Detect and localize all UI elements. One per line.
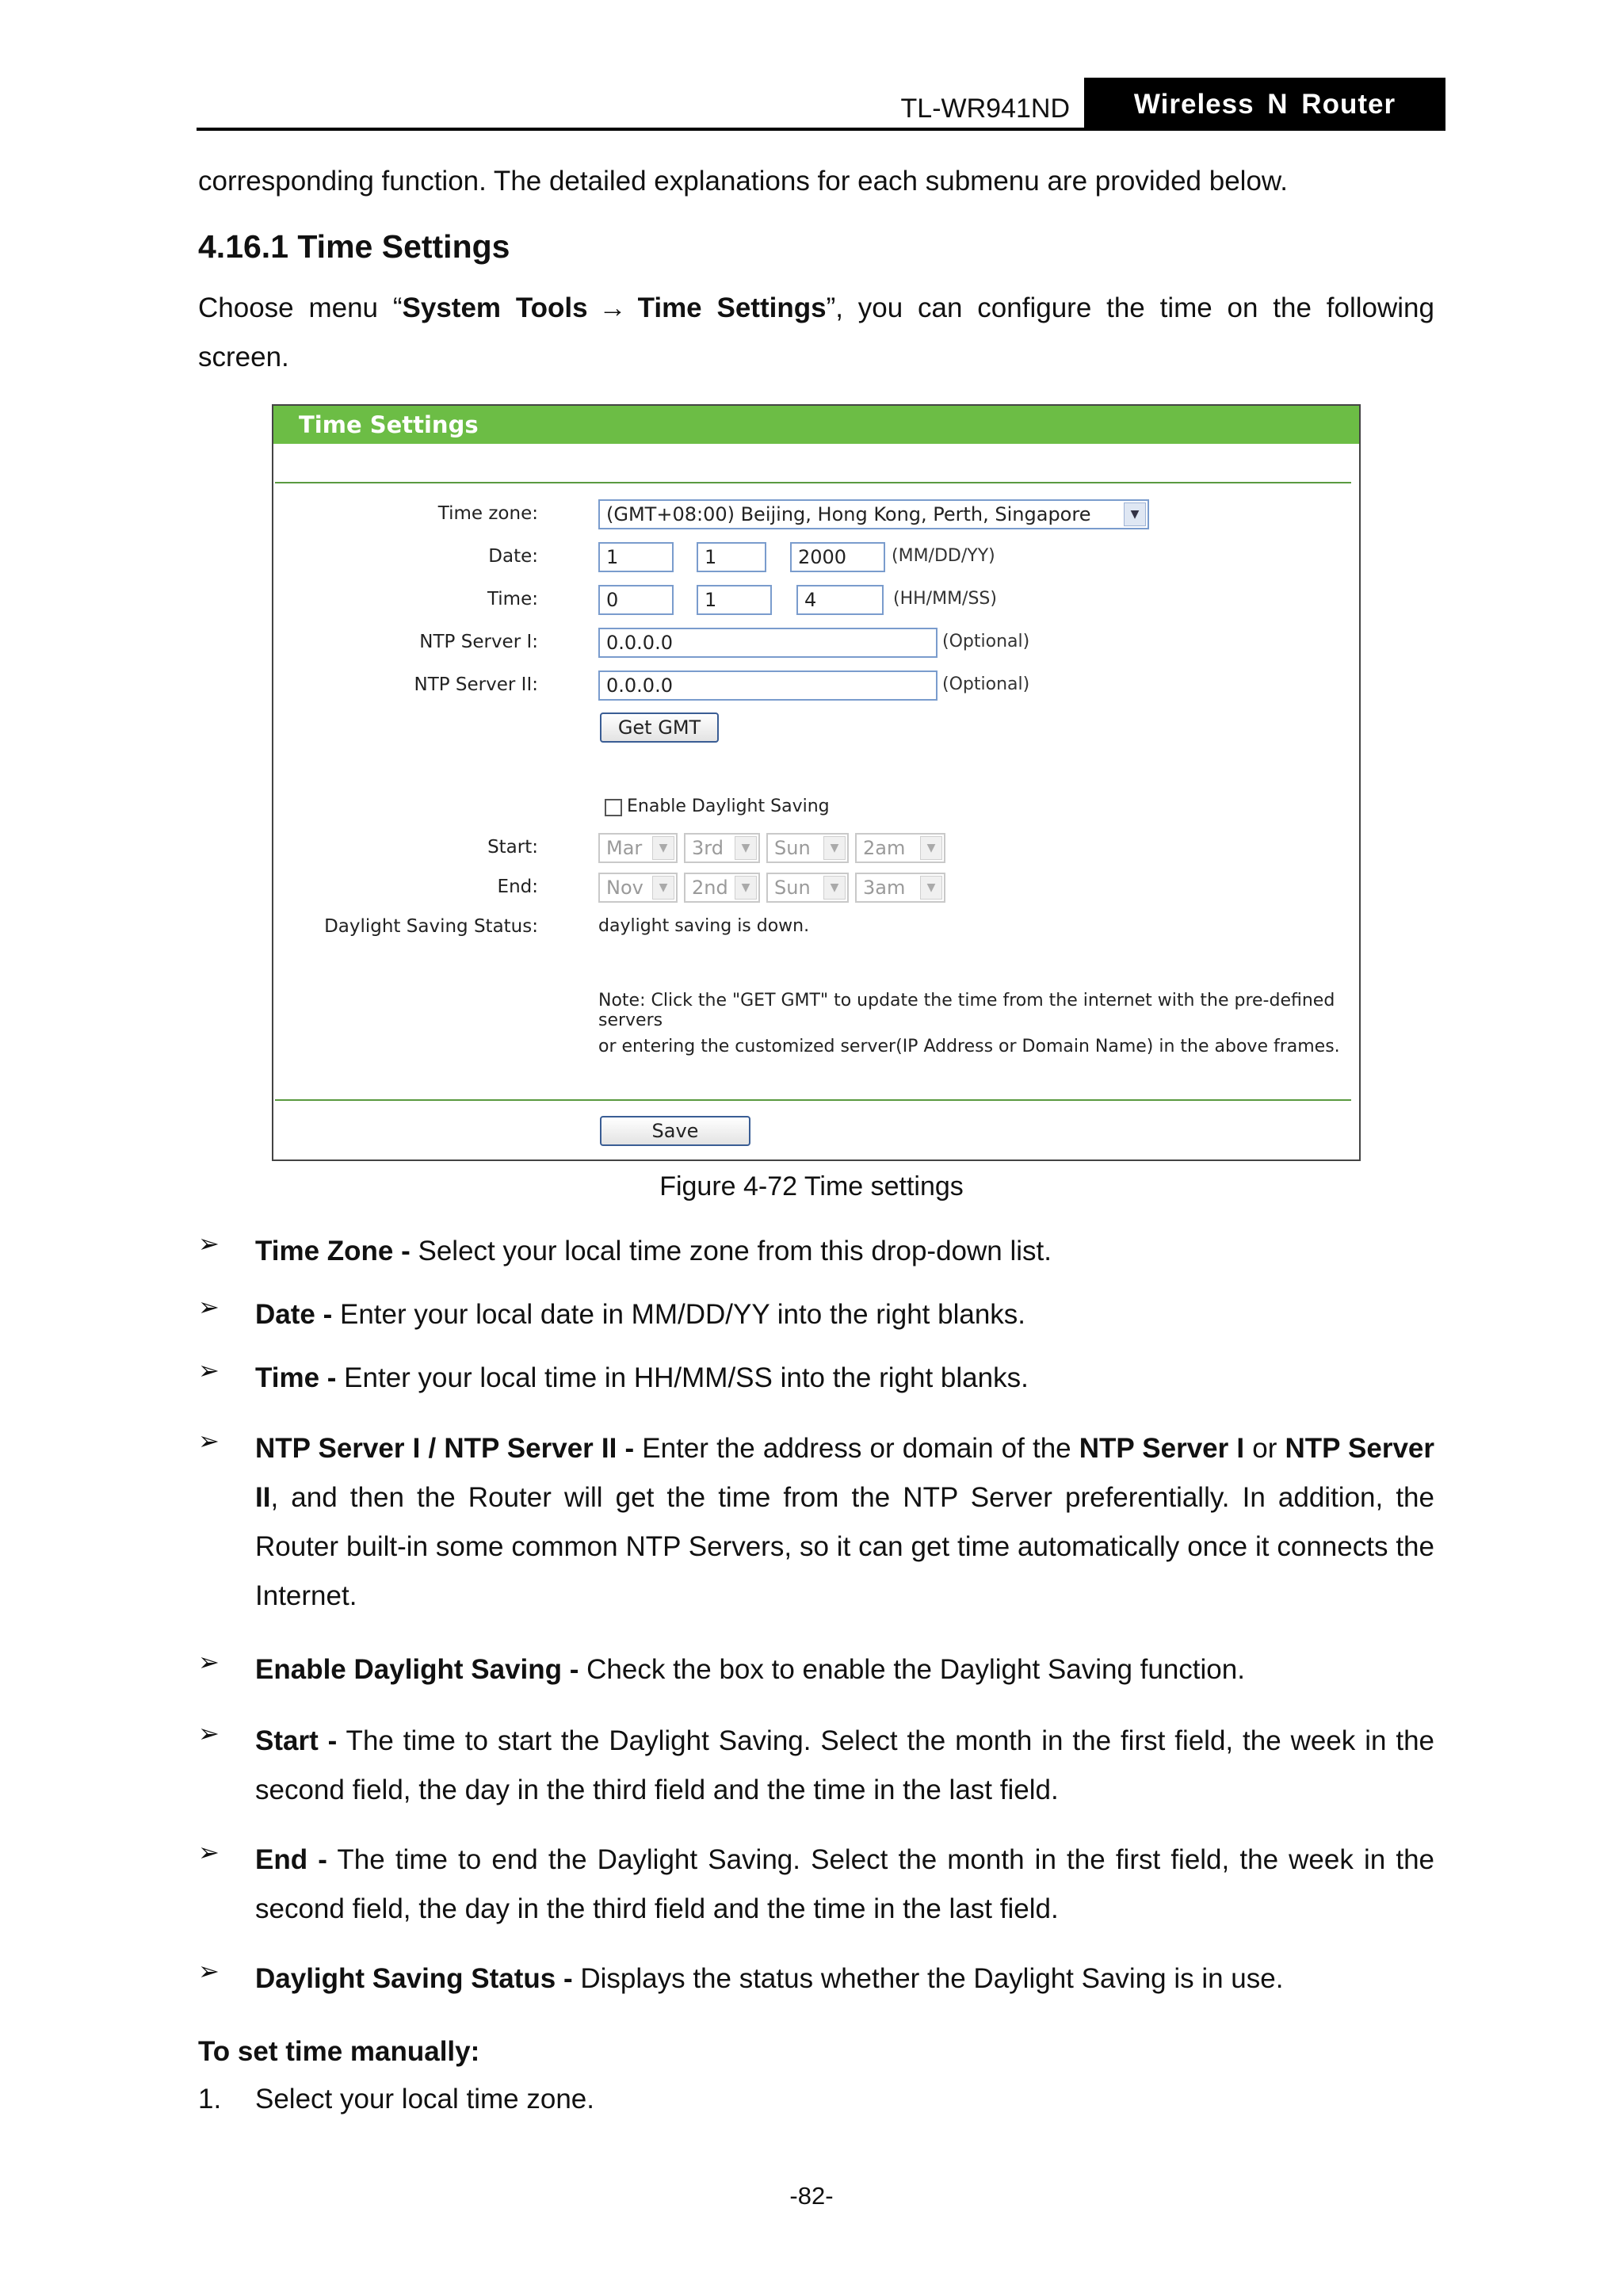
chevron-down-icon: ▼ [823, 876, 846, 900]
figure-bottom-rule [275, 1099, 1351, 1101]
figure-title-bar: Time Settings [273, 406, 1359, 444]
section-title: 4.16.1 Time Settings [198, 228, 510, 265]
end-day-select[interactable] [766, 873, 849, 903]
bullet-arrow-icon: ➢ [198, 1293, 220, 1321]
time-format-hint: (HH/MM/SS) [893, 589, 997, 609]
bullet-text: Enter the address or domain of the [634, 1433, 1079, 1464]
bullet-term: End - [255, 1844, 327, 1875]
bullet-arrow-icon: ➢ [198, 1648, 220, 1676]
bullet-text: Select your local time zone from this drop-down list. [410, 1236, 1052, 1266]
note-line-2: or entering the customized server(IP Address or Domain Name) in the above frames. [598, 1037, 1340, 1056]
label-daylight-saving-status: Daylight Saving Status: [324, 916, 538, 937]
time-second-input[interactable]: 4 [796, 585, 884, 615]
time-minute-input[interactable]: 1 [697, 585, 772, 615]
time-settings-figure [272, 404, 1361, 1161]
bullet-term: Time - [255, 1362, 337, 1393]
time-hour-input[interactable]: 0 [598, 585, 674, 615]
enable-daylight-saving-checkbox[interactable] [605, 799, 622, 816]
bullet-term: Date - [255, 1299, 333, 1330]
start-day-select[interactable] [766, 833, 849, 863]
time-zone-value: (GMT+08:00) Beijing, Hong Kong, Perth, Singapore [606, 503, 1091, 525]
start-month-value: Mar [606, 837, 643, 859]
end-week-value: 2nd [692, 877, 728, 899]
figure-top-rule [275, 482, 1351, 483]
nav-prefix: Choose menu “ [198, 292, 403, 323]
chevron-down-icon: ▼ [823, 836, 846, 860]
label-time: Time: [487, 589, 538, 609]
bullet-text: Check the box to enable the Daylight Saving function. [579, 1654, 1245, 1685]
figure-caption: Figure 4-72 Time settings [659, 1171, 964, 1201]
bullet-term: Daylight Saving Status - [255, 1963, 573, 1994]
header-model: TL-WR941ND [900, 94, 1070, 124]
bullet-term: NTP Server I / NTP Server II - [255, 1433, 635, 1464]
header-rule [197, 128, 1445, 131]
bullet-date [255, 1290, 1434, 1339]
manual-heading: To set time manually: [198, 2036, 480, 2067]
bullet-arrow-icon: ➢ [198, 1838, 220, 1866]
header-product-badge: Wireless N Router [1084, 78, 1445, 131]
nav-menu: System Tools [402, 292, 588, 323]
arrow-right-icon: → [598, 292, 627, 323]
start-day-value: Sun [774, 837, 811, 859]
bullet-arrow-icon: ➢ [198, 1427, 220, 1455]
end-month-value: Nov [606, 877, 643, 899]
end-day-value: Sun [774, 877, 811, 899]
label-time-zone: Time zone: [437, 503, 538, 524]
bullet-time-zone [255, 1227, 1434, 1276]
ntp-server-2-hint: (Optional) [942, 674, 1030, 694]
bullet-text: The time to end the Daylight Saving. Select the month in the first field, the week in the second field, the day in the third field and the time in the last field. [255, 1844, 1435, 1924]
date-month-input[interactable]: 1 [598, 542, 674, 572]
bullet-arrow-icon: ➢ [198, 1719, 220, 1748]
chevron-down-icon: ▼ [735, 876, 757, 900]
bullet-text: The time to start the Daylight Saving. Select the month in the first field, the week in the second field, the day in the third field and the time in the last field. [255, 1725, 1434, 1805]
label-ntp-server-2: NTP Server II: [414, 674, 538, 695]
bullet-arrow-icon: ➢ [198, 1356, 220, 1385]
bullet-enable-daylight-saving [255, 1645, 1434, 1694]
chevron-down-icon: ▼ [735, 836, 757, 860]
chevron-down-icon: ▼ [1124, 502, 1146, 526]
enable-daylight-saving-label: Enable Daylight Saving [627, 797, 830, 816]
daylight-saving-status-value: daylight saving is down. [598, 916, 810, 936]
bullet-arrow-icon: ➢ [198, 1229, 220, 1258]
end-time-select[interactable] [855, 873, 945, 903]
date-format-hint: (MM/DD/YY) [892, 546, 995, 566]
end-time-value: 3am [863, 877, 906, 899]
end-month-select[interactable] [598, 873, 678, 903]
bullet-ntp-server [255, 1424, 1434, 1621]
bullet-time [255, 1354, 1434, 1403]
label-start: Start: [487, 837, 538, 858]
bullet-text: Enter your local time in HH/MM/SS into the right blanks. [336, 1362, 1029, 1393]
bullet-daylight-saving-status [255, 1954, 1434, 2004]
nav-sentence [198, 284, 1434, 382]
label-date: Date: [488, 546, 538, 567]
time-zone-select[interactable] [598, 499, 1149, 529]
chevron-down-icon: ▼ [652, 876, 674, 900]
bullet-text: Enter your local date in MM/DD/YY into the right blanks. [332, 1299, 1026, 1330]
step-text: Select your local time zone. [255, 2084, 594, 2115]
bullet-term: Time Zone - [255, 1236, 411, 1266]
start-month-select[interactable] [598, 833, 678, 863]
label-end: End: [497, 877, 538, 897]
bullet-bold: NTP Server I [1079, 1433, 1245, 1464]
end-week-select[interactable] [684, 873, 760, 903]
chevron-down-icon: ▼ [920, 876, 942, 900]
start-time-value: 2am [863, 837, 906, 859]
save-button[interactable]: Save [600, 1116, 750, 1146]
ntp-server-1-input[interactable]: 0.0.0.0 [598, 628, 938, 658]
bullet-text: Displays the status whether the Daylight Saving is in use. [572, 1963, 1284, 1994]
step-number: 1. [198, 2084, 222, 2115]
bullet-end [255, 1836, 1434, 1934]
date-year-input[interactable]: 2000 [790, 542, 885, 572]
bullet-text: , and then the Router will get the time from the NTP Server preferentially. In addition, the Router built-in some common NTP Servers, so it can get time automatically once it connects the Internet. [255, 1482, 1434, 1611]
label-ntp-server-1: NTP Server I: [419, 632, 538, 652]
bullet-start [255, 1717, 1434, 1815]
nav-submenu: Time Settings [637, 292, 827, 323]
chevron-down-icon: ▼ [652, 836, 674, 860]
bullet-arrow-icon: ➢ [198, 1957, 220, 1985]
chevron-down-icon: ▼ [920, 836, 942, 860]
nav-suffix: ”, you can configure the time on the following screen. [198, 292, 1434, 372]
ntp-server-1-hint: (Optional) [942, 632, 1030, 651]
intro-line: corresponding function. The detailed explanations for each submenu are provided below. [198, 166, 1288, 197]
get-gmt-button[interactable]: Get GMT [600, 712, 719, 743]
ntp-server-2-input[interactable]: 0.0.0.0 [598, 670, 938, 701]
start-week-select[interactable] [684, 833, 760, 863]
note-line-1: Note: Click the "GET GMT" to update the time from the internet with the pre-defined servers [598, 991, 1335, 1030]
bullet-term: Enable Daylight Saving - [255, 1654, 579, 1685]
bullet-bold: NTP Server II [255, 1433, 1434, 1513]
date-day-input[interactable]: 1 [697, 542, 766, 572]
start-time-select[interactable] [855, 833, 945, 863]
start-week-value: 3rd [692, 837, 724, 859]
page-number: -82- [789, 2182, 834, 2210]
bullet-text: or [1244, 1433, 1285, 1464]
bullet-term: Start - [255, 1725, 338, 1756]
